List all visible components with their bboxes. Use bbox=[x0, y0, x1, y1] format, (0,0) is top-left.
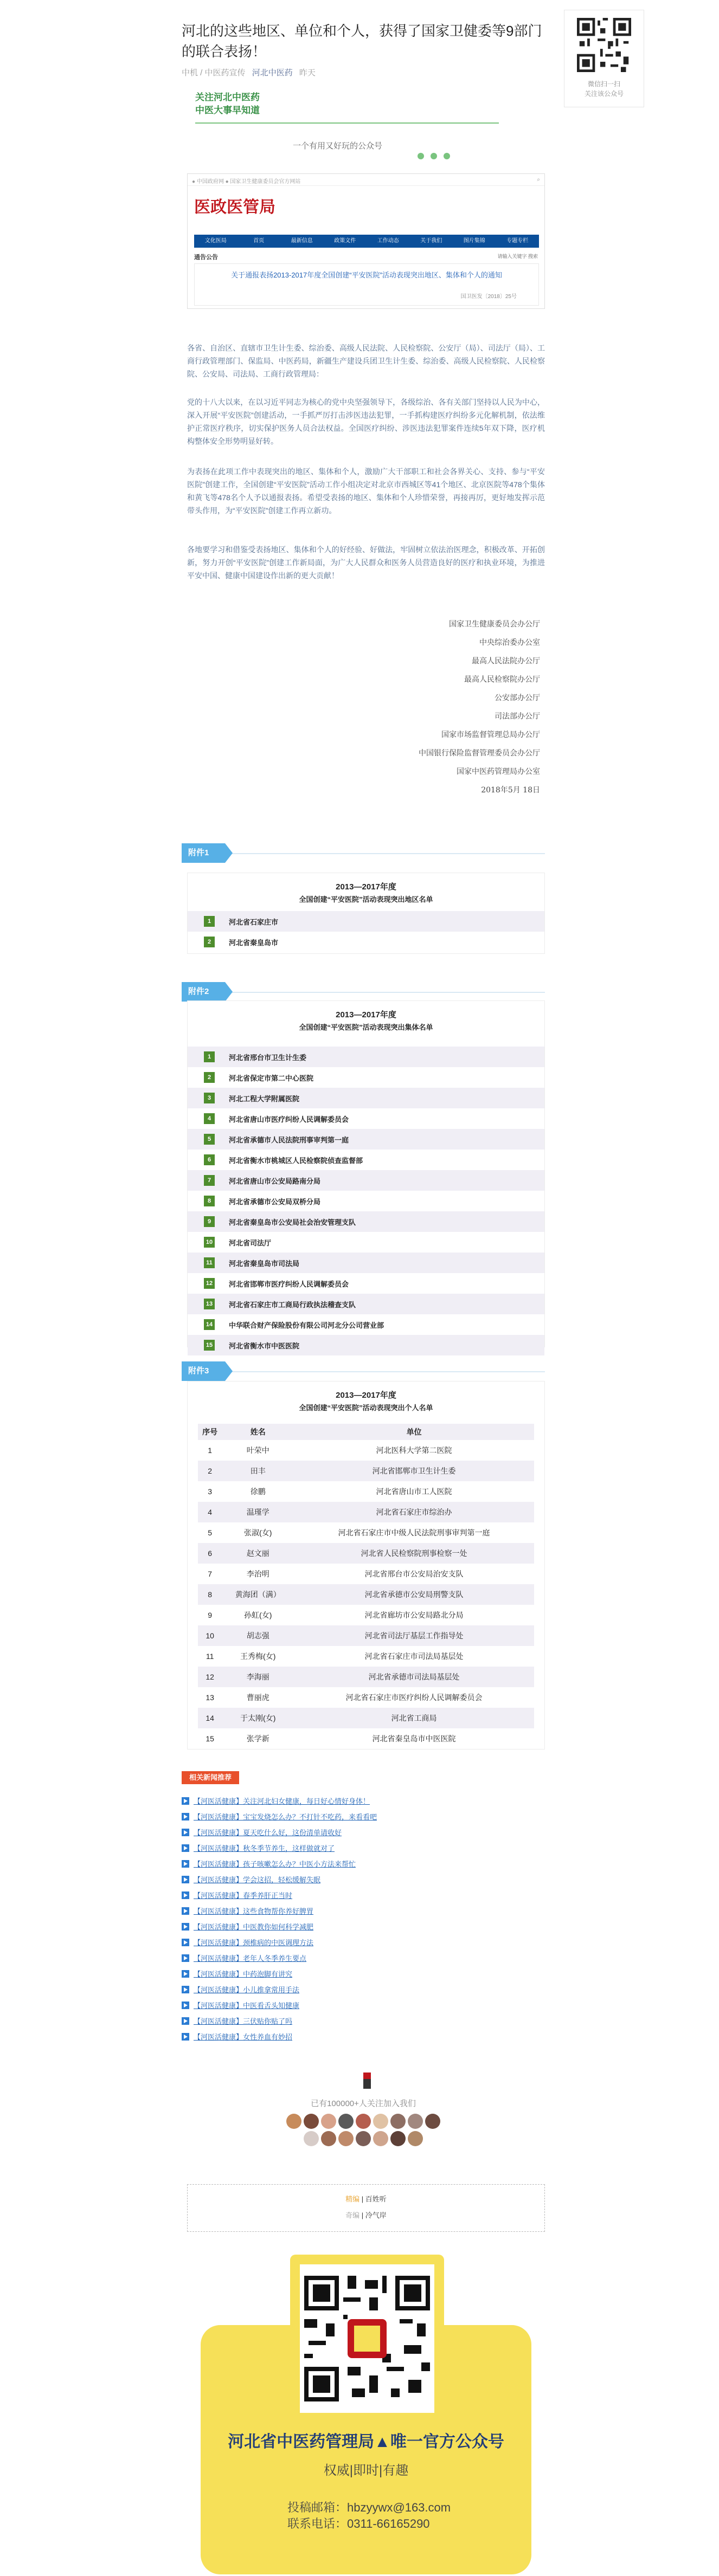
table-row bbox=[198, 1440, 534, 1461]
related-item[interactable] bbox=[182, 2013, 545, 2029]
table-cell: 11 bbox=[198, 1646, 222, 1667]
signer: 中央综治委办公室 bbox=[479, 638, 540, 647]
attach1-subtitle: 全国创建“平安医院”活动表现突出地区名单 bbox=[299, 895, 433, 903]
list-item bbox=[188, 1129, 544, 1150]
related-item[interactable] bbox=[182, 1871, 545, 1887]
table-cell: 于太刚(女) bbox=[222, 1708, 294, 1728]
table-cell: 7 bbox=[198, 1564, 222, 1584]
banner-dots bbox=[418, 153, 450, 159]
table-cell: 河北省石家庄市司法局基层处 bbox=[294, 1646, 534, 1667]
related-item[interactable] bbox=[182, 1793, 545, 1809]
play-icon bbox=[182, 1891, 189, 1899]
table-cell: 6 bbox=[198, 1543, 222, 1564]
list-item bbox=[188, 1088, 544, 1108]
table-row bbox=[198, 1584, 534, 1605]
signers-block bbox=[345, 615, 540, 799]
table-cell: 河北省司法厅基层工作指导处 bbox=[294, 1625, 534, 1646]
play-icon bbox=[182, 1954, 189, 1962]
item-text: 河北省秦皇岛市司法局 bbox=[229, 1259, 300, 1268]
table-cell: 河北省秦皇岛市中医医院 bbox=[294, 1728, 534, 1749]
banner-subtitle: 一个有用又好玩的公众号 bbox=[293, 141, 383, 151]
contact-email-row bbox=[287, 2500, 451, 2516]
table-cell: 叶荣中 bbox=[222, 1440, 294, 1461]
table-cell: 王秀梅(女) bbox=[222, 1646, 294, 1667]
attach2-title: 2013—2017年度 bbox=[336, 1010, 396, 1019]
email-label: 投稿邮箱： bbox=[287, 2501, 348, 2514]
follow-banner bbox=[195, 91, 531, 159]
table-cell: 河北省邢台市公安局治安支队 bbox=[294, 1564, 534, 1584]
table-cell: 张学新 bbox=[222, 1728, 294, 1749]
item-text: 河北省秦皇岛市 bbox=[229, 938, 279, 947]
site-nav-item: 首页 bbox=[253, 238, 265, 244]
signer: 最高人民法院办公厅 bbox=[472, 657, 540, 666]
attach3-table-body bbox=[198, 1440, 534, 1749]
item-text: 河北省承德市公安局双桥分局 bbox=[229, 1197, 321, 1206]
related-item[interactable] bbox=[182, 1966, 545, 1981]
signer: 国家市场监督管理总局办公厅 bbox=[441, 731, 540, 739]
site-nav-item: 最新信息 bbox=[291, 238, 313, 244]
list-item bbox=[188, 1067, 544, 1088]
related-link[interactable]: 【河医活健康】学会这招，轻松缓解失眠 bbox=[194, 1876, 321, 1884]
related-link[interactable]: 【河医活健康】中药泡脚有讲究 bbox=[194, 1970, 293, 1978]
brand-mark-icon bbox=[363, 2073, 371, 2089]
related-tag: 相关新闻推荐 bbox=[182, 1771, 239, 1784]
play-icon bbox=[182, 1986, 189, 1993]
site-nav-item: 文化医局 bbox=[204, 238, 227, 244]
paragraph-3: 为表扬在此项工作中表现突出的地区、集体和个人，激励广大干部职工和社会各界关心、支持、参与“平安医院”创建工作，全国创建“平安医院”活动工作小组决定对北京市西城区等41个地区、北京医院等478个集体和黄飞等478名个人予以通报表扬。希望受表扬的地区、集体和个人珍惜荣誉，再接再厉，更好地发挥示范带头作用，为“平安医院”创建工作再立新功。 bbox=[187, 467, 545, 515]
list-item bbox=[188, 1273, 544, 1294]
table-cell: 曹丽虎 bbox=[222, 1687, 294, 1708]
editor-value: 百姓听 bbox=[365, 2195, 387, 2203]
avatar bbox=[390, 2131, 406, 2146]
item-number: 2 bbox=[204, 1072, 215, 1083]
site-nav bbox=[194, 235, 539, 248]
related-item[interactable] bbox=[182, 1981, 545, 1997]
attach1-box bbox=[187, 873, 545, 954]
list-item bbox=[188, 911, 544, 932]
attach3-rule bbox=[182, 1371, 545, 1372]
qr-caption-1: 微信扫一扫 bbox=[587, 80, 620, 88]
related-item[interactable] bbox=[182, 2029, 545, 2044]
table-cell: 田丰 bbox=[222, 1461, 294, 1481]
item-text: 河北工程大学附属医院 bbox=[229, 1094, 300, 1103]
item-number: 14 bbox=[204, 1319, 215, 1330]
paragraph-2: 党的十八大以来，在以习近平同志为核心的党中央坚强领导下，各级综治、各有关部门坚持以人民为中心，深入开展“平安医院”创建活动，一手抓严厉打击涉医违法犯罪，一手抓构建医疗纠纷多元化解机制，依法维护正常医疗秩序，切实保护医务人员合法权益。全国医疗纠纷、涉医违法犯罪案件连续5年双下降，医疗机构整体安全形势明显好转。 bbox=[187, 398, 545, 446]
card-subtitle: 权威|即时|有趣 bbox=[323, 2463, 409, 2478]
related-link[interactable]: 【河医活健康】颈椎病的中医调理方法 bbox=[194, 1939, 314, 1947]
site-breadcrumb: 通告公告 bbox=[194, 254, 218, 261]
qr-caption-2: 关注该公众号 bbox=[584, 90, 624, 98]
table-row bbox=[198, 1687, 534, 1708]
table-row bbox=[198, 1667, 534, 1687]
table-cell: 1 bbox=[198, 1440, 222, 1461]
table-row bbox=[198, 1543, 534, 1564]
site-article-title: 关于通报表扬2013-2017年度全国创建“平安医院”活动表现突出地区、集体和个人的通知 bbox=[231, 271, 502, 279]
table-cell: 2 bbox=[198, 1461, 222, 1481]
play-icon bbox=[182, 1844, 189, 1852]
avatar bbox=[321, 2131, 336, 2146]
play-icon bbox=[182, 1907, 189, 1915]
related-link[interactable]: 【河医活健康】中医看舌头知健康 bbox=[194, 2002, 300, 2010]
play-icon bbox=[182, 1939, 189, 1946]
table-cell: 12 bbox=[198, 1667, 222, 1687]
table-cell: 黄海团（满） bbox=[222, 1584, 294, 1605]
avatar bbox=[373, 2114, 388, 2129]
table-cell: 河北省承德市公安局刑警支队 bbox=[294, 1584, 534, 1605]
phone-value: 0311-66165290 bbox=[347, 2517, 430, 2530]
table-cell: 河北省邯郸市卫生计生委 bbox=[294, 1461, 534, 1481]
attach2-list bbox=[188, 1047, 544, 1355]
avatar bbox=[338, 2114, 354, 2129]
item-number: 2 bbox=[204, 937, 215, 947]
editor-line-1: 精编 | 百姓听 bbox=[345, 2195, 387, 2203]
table-cell: 15 bbox=[198, 1728, 222, 1749]
related-item[interactable] bbox=[182, 1887, 545, 1903]
qr-code-icon bbox=[577, 18, 631, 72]
table-row bbox=[198, 1646, 534, 1667]
avatar bbox=[286, 2114, 301, 2129]
table-row bbox=[198, 1502, 534, 1522]
related-item[interactable] bbox=[182, 1950, 545, 1966]
avatar bbox=[304, 2131, 319, 2146]
table-cell: 14 bbox=[198, 1708, 222, 1728]
item-number: 7 bbox=[204, 1175, 215, 1186]
list-item bbox=[188, 1108, 544, 1129]
item-number: 3 bbox=[204, 1093, 215, 1103]
phone-label: 联系电话： bbox=[287, 2517, 348, 2530]
item-number: 13 bbox=[204, 1299, 215, 1309]
table-row bbox=[198, 1625, 534, 1646]
attach3-title: 2013—2017年度 bbox=[336, 1391, 396, 1400]
table-cell: 河北省人民检察院刑事检察一处 bbox=[294, 1543, 534, 1564]
site-logo: 医政医管局 bbox=[194, 198, 275, 216]
avatar bbox=[425, 2114, 440, 2129]
list-item bbox=[188, 932, 544, 952]
item-text: 河北省石家庄市 bbox=[229, 918, 279, 926]
col-header: 序号 bbox=[198, 1424, 222, 1440]
related-link[interactable]: 【河医活健康】小儿推拿常用手法 bbox=[194, 1986, 300, 1994]
related-link[interactable]: 【河医活健康】这些食物帮你养好脾胃 bbox=[194, 1907, 314, 1915]
editor-key: 奇编 bbox=[345, 2211, 360, 2219]
item-number: 11 bbox=[204, 1257, 215, 1268]
table-row bbox=[198, 1728, 534, 1749]
table-row bbox=[198, 1461, 534, 1481]
article-title: 河北的这些地区、单位和个人，获得了国家卫健委等9部门的联合表扬！ bbox=[182, 23, 542, 60]
table-row bbox=[198, 1522, 534, 1543]
col-header: 姓名 bbox=[222, 1424, 294, 1440]
signer: 国家卫生健康委员会办公厅 bbox=[449, 620, 540, 629]
table-row bbox=[198, 1564, 534, 1584]
related-list bbox=[182, 1793, 545, 2044]
list-item bbox=[188, 1150, 544, 1170]
signer: 国家中医药管理局办公室 bbox=[457, 767, 540, 776]
list-item bbox=[188, 1191, 544, 1211]
editor-key: 精编 bbox=[345, 2195, 360, 2203]
card-contact bbox=[287, 2500, 451, 2532]
related-link[interactable]: 【河医活健康】三伏贴你贴了吗 bbox=[194, 2017, 293, 2025]
play-icon bbox=[182, 1813, 189, 1820]
list-item bbox=[188, 1047, 544, 1067]
attach3-box bbox=[187, 1381, 545, 1749]
play-icon bbox=[182, 1970, 189, 1978]
card-title: 河北省中医药管理局▲唯一官方公众号 bbox=[228, 2433, 504, 2451]
related-link[interactable]: 【河医活健康】宝宝发烧怎么办？不打针不吃药，来看看吧 bbox=[194, 1813, 377, 1821]
attach3-table bbox=[198, 1424, 534, 1749]
list-item bbox=[188, 1232, 544, 1253]
play-icon bbox=[182, 1860, 189, 1868]
site-nav-item: 关于我们 bbox=[420, 238, 442, 244]
item-text: 河北省唐山市医疗纠纷人民调解委员会 bbox=[229, 1115, 349, 1124]
related-link[interactable]: 【河医活健康】秋冬季节养生，这样做就对了 bbox=[194, 1844, 335, 1852]
related-item[interactable] bbox=[182, 1919, 545, 1934]
item-number: 12 bbox=[204, 1278, 215, 1289]
related-item[interactable] bbox=[182, 1934, 545, 1950]
notice-screenshot bbox=[187, 173, 545, 309]
item-text: 河北省邢台市卫生计生委 bbox=[229, 1053, 307, 1062]
table-cell: 河北医科大学第二医院 bbox=[294, 1440, 534, 1461]
item-number: 1 bbox=[204, 916, 215, 927]
site-article-date: 国卫医发〔2018〕25号 bbox=[460, 294, 517, 300]
banner-divider bbox=[195, 122, 499, 124]
related-link[interactable]: 【河医活健康】老年人冬季养生要点 bbox=[194, 1954, 307, 1962]
attach2-box bbox=[187, 1000, 545, 1350]
email-value: hbzyywx@163.com bbox=[347, 2501, 451, 2514]
avatar bbox=[408, 2131, 423, 2146]
item-number: 8 bbox=[204, 1196, 215, 1206]
related-item[interactable] bbox=[182, 1840, 545, 1856]
item-number: 4 bbox=[204, 1113, 215, 1124]
meta-source: 中机 / 中医药宣传 bbox=[182, 68, 246, 78]
article-meta bbox=[182, 67, 316, 78]
signer: 司法部办公厅 bbox=[495, 712, 540, 721]
table-cell: 13 bbox=[198, 1687, 222, 1708]
signer: 最高人民检察院办公厅 bbox=[464, 675, 540, 684]
attach2-tag: 附件2 bbox=[182, 982, 225, 1002]
play-icon bbox=[182, 2017, 189, 2025]
play-icon bbox=[182, 1829, 189, 1836]
table-cell: 河北省承德市司法局基层处 bbox=[294, 1667, 534, 1687]
banner-line-1: 关注河北中医药 bbox=[195, 92, 260, 102]
related-link[interactable]: 【河医活健康】女性养血有妙招 bbox=[194, 2033, 293, 2041]
table-cell: 赵文丽 bbox=[222, 1543, 294, 1564]
table-cell: 9 bbox=[198, 1605, 222, 1625]
table-cell: 8 bbox=[198, 1584, 222, 1605]
related-link[interactable]: 【河医活健康】春季养肝正当时 bbox=[194, 1891, 293, 1900]
site-nav-item: 工作动态 bbox=[377, 238, 399, 244]
play-icon bbox=[182, 1923, 189, 1931]
related-link[interactable]: 【河医活健康】中医教你如何科学减肥 bbox=[194, 1923, 314, 1931]
play-icon bbox=[182, 2033, 189, 2041]
site-search: 请输入关键字 搜索 bbox=[497, 254, 538, 259]
related-link[interactable]: 【河医活健康】孩子咳嗽怎么办？中医小方法来帮忙 bbox=[194, 1860, 356, 1868]
attach3-subtitle: 全国创建“平安医院”活动表现突出个人名单 bbox=[299, 1404, 433, 1412]
table-cell: 10 bbox=[198, 1625, 222, 1646]
related-item[interactable] bbox=[182, 1809, 545, 1824]
table-cell: 河北省石家庄市中级人民法院刑事审判第一庭 bbox=[294, 1522, 534, 1543]
item-number: 5 bbox=[204, 1134, 215, 1145]
site-topbar-links: ● 中国政府网 ● 国家卫生健康委员会官方网站 bbox=[192, 179, 301, 185]
site-nav-item: 政策文件 bbox=[334, 238, 356, 244]
editor-line-2: 奇编 | 冷气岸 bbox=[345, 2211, 387, 2219]
qr-code-icon bbox=[300, 2264, 434, 2413]
item-text: 中华联合财产保险股份有限公司河北分公司营业部 bbox=[229, 1321, 384, 1329]
item-text: 河北省司法厅 bbox=[229, 1238, 272, 1247]
list-item bbox=[188, 1314, 544, 1335]
table-cell: 孙虹(女) bbox=[222, 1605, 294, 1625]
attach1-rule bbox=[182, 853, 545, 854]
search-icon: ⌕ bbox=[537, 177, 540, 183]
big-qr-inner bbox=[300, 2264, 434, 2413]
related-link[interactable]: 【河医活健康】夏天吃什么好，这份清单请收好 bbox=[194, 1829, 342, 1837]
item-text: 河北省衡水市桃城区人民检察院侦查监督部 bbox=[229, 1156, 363, 1165]
attach3-tag: 附件3 bbox=[182, 1361, 225, 1381]
table-row bbox=[198, 1708, 534, 1728]
table-row bbox=[198, 1605, 534, 1625]
table-cell: 河北省廊坊市公安局路北分局 bbox=[294, 1605, 534, 1625]
signer: 中国银行保险监督管理委员会办公厅 bbox=[419, 749, 540, 758]
table-cell: 张淑(女) bbox=[222, 1522, 294, 1543]
avatar bbox=[408, 2114, 423, 2129]
item-number: 1 bbox=[204, 1051, 215, 1062]
attach1-tag: 附件1 bbox=[182, 843, 225, 863]
paragraph-4: 各地要学习和借鉴受表扬地区、集体和个人的好经验、好做法，牢固树立依法治医理念，积极改革、开拓创新，努力开创“平安医院”创建工作新局面，为广大人民群众和医务人员营造良好的医疗和执业环境，为推进平安中国、健康中国建设作出新的更大贡献！ bbox=[187, 545, 545, 580]
avatar bbox=[390, 2114, 406, 2129]
site-topbar bbox=[188, 174, 544, 186]
item-number: 15 bbox=[204, 1340, 215, 1351]
follow-count-text: 已有100000+人关注加入我们 bbox=[311, 2099, 416, 2108]
item-text: 河北省秦皇岛市公安局社会治安管理支队 bbox=[229, 1218, 356, 1226]
table-cell: 河北省石家庄市综治办 bbox=[294, 1502, 534, 1522]
table-row bbox=[198, 1481, 534, 1502]
list-item bbox=[188, 1294, 544, 1314]
related-link[interactable]: 【河医活健康】关注河北妇女健康，每日好心情好身体！ bbox=[194, 1797, 370, 1805]
meta-date: 昨天 bbox=[299, 68, 316, 78]
table-cell: 河北省石家庄市医疗纠纷人民调解委员会 bbox=[294, 1687, 534, 1708]
avatar bbox=[373, 2131, 388, 2146]
table-cell: 温瑾学 bbox=[222, 1502, 294, 1522]
attach1-list bbox=[188, 911, 544, 952]
table-cell: 河北省唐山市工人医院 bbox=[294, 1481, 534, 1502]
avatar bbox=[321, 2114, 336, 2129]
item-text: 河北省石家庄市工商局行政执法稽查支队 bbox=[229, 1300, 356, 1309]
editor-value: 冷气岸 bbox=[365, 2211, 387, 2219]
item-text: 河北省承德市人民法院刑事审判第一庭 bbox=[229, 1135, 349, 1144]
avatar bbox=[356, 2114, 371, 2129]
site-nav-item: 专题专栏 bbox=[506, 238, 529, 244]
attach1-title: 2013—2017年度 bbox=[336, 882, 396, 892]
table-cell: 河北省工商局 bbox=[294, 1708, 534, 1728]
site-nav-item: 图片集锦 bbox=[463, 238, 485, 244]
table-cell: 李海丽 bbox=[222, 1667, 294, 1687]
col-header: 单位 bbox=[294, 1424, 534, 1440]
editor-credits bbox=[187, 2184, 545, 2232]
play-icon bbox=[182, 1797, 189, 1805]
banner-line-2: 中医大事早知道 bbox=[195, 105, 260, 115]
contact-phone-row bbox=[287, 2516, 451, 2532]
table-cell: 胡志强 bbox=[222, 1625, 294, 1646]
item-text: 河北省邯郸市医疗纠纷人民调解委员会 bbox=[229, 1280, 349, 1288]
paragraph-1: 各省、自治区、直辖市卫生计生委、综治委、高级人民法院、人民检察院、公安厅（局）、司法厅（局）、工商行政管理部门、保监局、中医药局，新疆生产建设兵团卫生计生委、综治委、高级人民检察院、人民检察院、公安局、司法局、工商行政管理局： bbox=[187, 344, 545, 378]
item-text: 河北省保定市第二中心医院 bbox=[229, 1074, 314, 1082]
attach2-rule bbox=[182, 992, 545, 993]
side-qr-panel bbox=[564, 10, 644, 107]
list-item bbox=[188, 1170, 544, 1191]
list-item bbox=[188, 1335, 544, 1355]
table-header-row bbox=[198, 1424, 534, 1440]
attach2-subtitle: 全国创建“平安医院”活动表现突出集体名单 bbox=[299, 1023, 433, 1031]
table-cell: 徐鹏 bbox=[222, 1481, 294, 1502]
site-article-box bbox=[194, 263, 539, 306]
table-cell: 4 bbox=[198, 1502, 222, 1522]
item-number: 10 bbox=[204, 1237, 215, 1248]
table-cell: 李治明 bbox=[222, 1564, 294, 1584]
related-item[interactable] bbox=[182, 1856, 545, 1871]
signer-date: 2018年5月 18日 bbox=[481, 786, 540, 795]
list-item bbox=[188, 1253, 544, 1273]
play-icon bbox=[182, 1876, 189, 1883]
signer: 公安部办公厅 bbox=[495, 694, 540, 702]
big-qr-frame bbox=[290, 2255, 444, 2424]
item-text: 河北省唐山市公安局路南分局 bbox=[229, 1177, 321, 1185]
related-item[interactable] bbox=[182, 1997, 545, 2013]
item-number: 9 bbox=[204, 1216, 215, 1227]
play-icon bbox=[182, 2002, 189, 2009]
avatar bbox=[338, 2131, 354, 2146]
avatar bbox=[304, 2114, 319, 2129]
item-text: 河北省衡水市中医医院 bbox=[229, 1341, 300, 1350]
table-cell: 5 bbox=[198, 1522, 222, 1543]
related-item[interactable] bbox=[182, 1824, 545, 1840]
table-cell: 3 bbox=[198, 1481, 222, 1502]
follower-avatars bbox=[282, 2114, 445, 2146]
related-item[interactable] bbox=[182, 1903, 545, 1919]
meta-account-link[interactable]: 河北中医药 bbox=[252, 68, 293, 78]
item-number: 6 bbox=[204, 1154, 215, 1165]
list-item bbox=[188, 1211, 544, 1232]
avatar bbox=[356, 2131, 371, 2146]
